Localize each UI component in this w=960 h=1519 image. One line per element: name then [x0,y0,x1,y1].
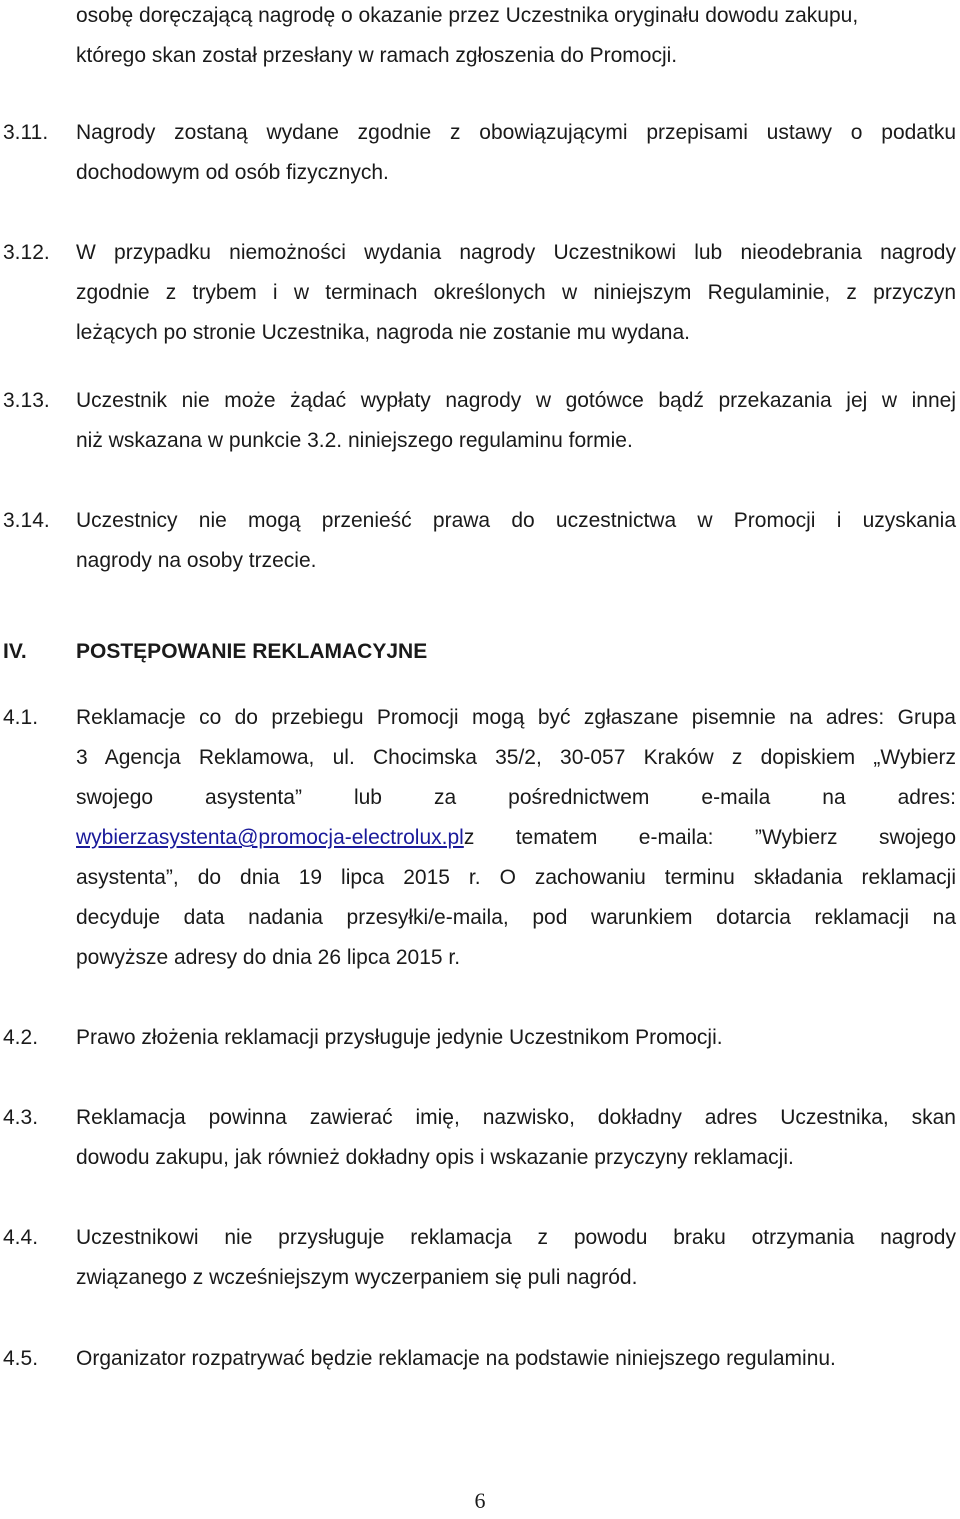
clause-number: 4.4. [3,1226,39,1249]
clause-number: 3.14. [3,509,50,532]
text-line: asystenta”, do dnia 19 lipca 2015 r. O zachowaniu terminu składania reklamacji [76,866,956,889]
text-line [76,818,956,858]
text-line: swojego asystenta” lub za pośrednictwem e-maila na adres: [76,786,956,809]
text-line: Uczestnikowi nie przysługuje reklamacja z powodu braku otrzymania nagrody [76,1226,956,1249]
clause-number: 3.13. [3,389,50,412]
text-line: Uczestnik nie może żądać wypłaty nagrody w gotówce bądź przekazania jej w innej [76,389,956,412]
clause-number: 4.3. [3,1106,39,1129]
text-line: osobę doręczającą nagrodę o okazanie przez Uczestnika oryginału dowodu zakupu, [76,4,859,27]
text-line: Prawo złożenia reklamacji przysługuje jedynie Uczestnikom Promocji. [76,1026,723,1049]
text-line: Reklamacja powinna zawierać imię, nazwisko, dokładny adres Uczestnika, skan [76,1106,956,1129]
text-line: Uczestnicy nie mogą przenieść prawa do uczestnictwa w Promocji i uzyskania [76,509,956,532]
section-number: IV. [3,640,27,663]
text-line: związanego z wcześniejszym wyczerpaniem się puli nagród. [76,1266,638,1289]
text-line: powyższe adresy do dnia 26 lipca 2015 r. [76,946,461,969]
clause-number: 3.12. [3,241,50,264]
text-line: niż wskazana w punkcie 3.2. niniejszego regulaminu formie. [76,429,633,452]
text-line: dowodu zakupu, jak również dokładny opis i wskazanie przyczyny reklamacji. [76,1146,794,1169]
text-fragment: z tematem e-maila: ”Wybierz swojego [463,826,956,849]
section-title: POSTĘPOWANIE REKLAMACYJNE [76,640,428,663]
text-line: 3 Agencja Reklamowa, ul. Chocimska 35/2, 30-057 Kraków z dopiskiem „Wybierz [76,746,956,769]
clause-number: 4.1. [3,706,39,729]
text-line: zgodnie z trybem i w terminach określonych w niniejszym Regulaminie, z przyczyn [76,281,956,304]
text-line: decyduje data nadania przesyłki/e-maila, pod warunkiem dotarcia reklamacji na [76,906,956,929]
text-line: Reklamacje co do przebiegu Promocji mogą być zgłaszane pisemnie na adres: Grupa [76,706,956,729]
text-line: Organizator rozpatrywać będzie reklamacje na podstawie niniejszego regulaminu. [76,1347,836,1370]
text-line: leżących po stronie Uczestnika, nagroda nie zostanie mu wydana. [76,321,691,344]
email-link[interactable]: wybierzasystenta@promocja-electrolux.pl [76,826,464,849]
text-line: którego skan został przesłany w ramach zgłoszenia do Promocji. [76,44,678,67]
clause-number: 3.11. [3,121,49,144]
text-line: nagrody na osoby trzecie. [76,549,317,572]
clause-number: 4.5. [3,1347,39,1370]
text-line: Nagrody zostaną wydane zgodnie z obowiązującymi przepisami ustawy o podatku [76,121,956,144]
clause-number: 4.2. [3,1026,39,1049]
text-line: W przypadku niemożności wydania nagrody Uczestnikowi lub nieodebrania nagrody [76,241,956,264]
text-line: dochodowym od osób fizycznych. [76,161,389,184]
page-number: 6 [474,1488,486,1513]
